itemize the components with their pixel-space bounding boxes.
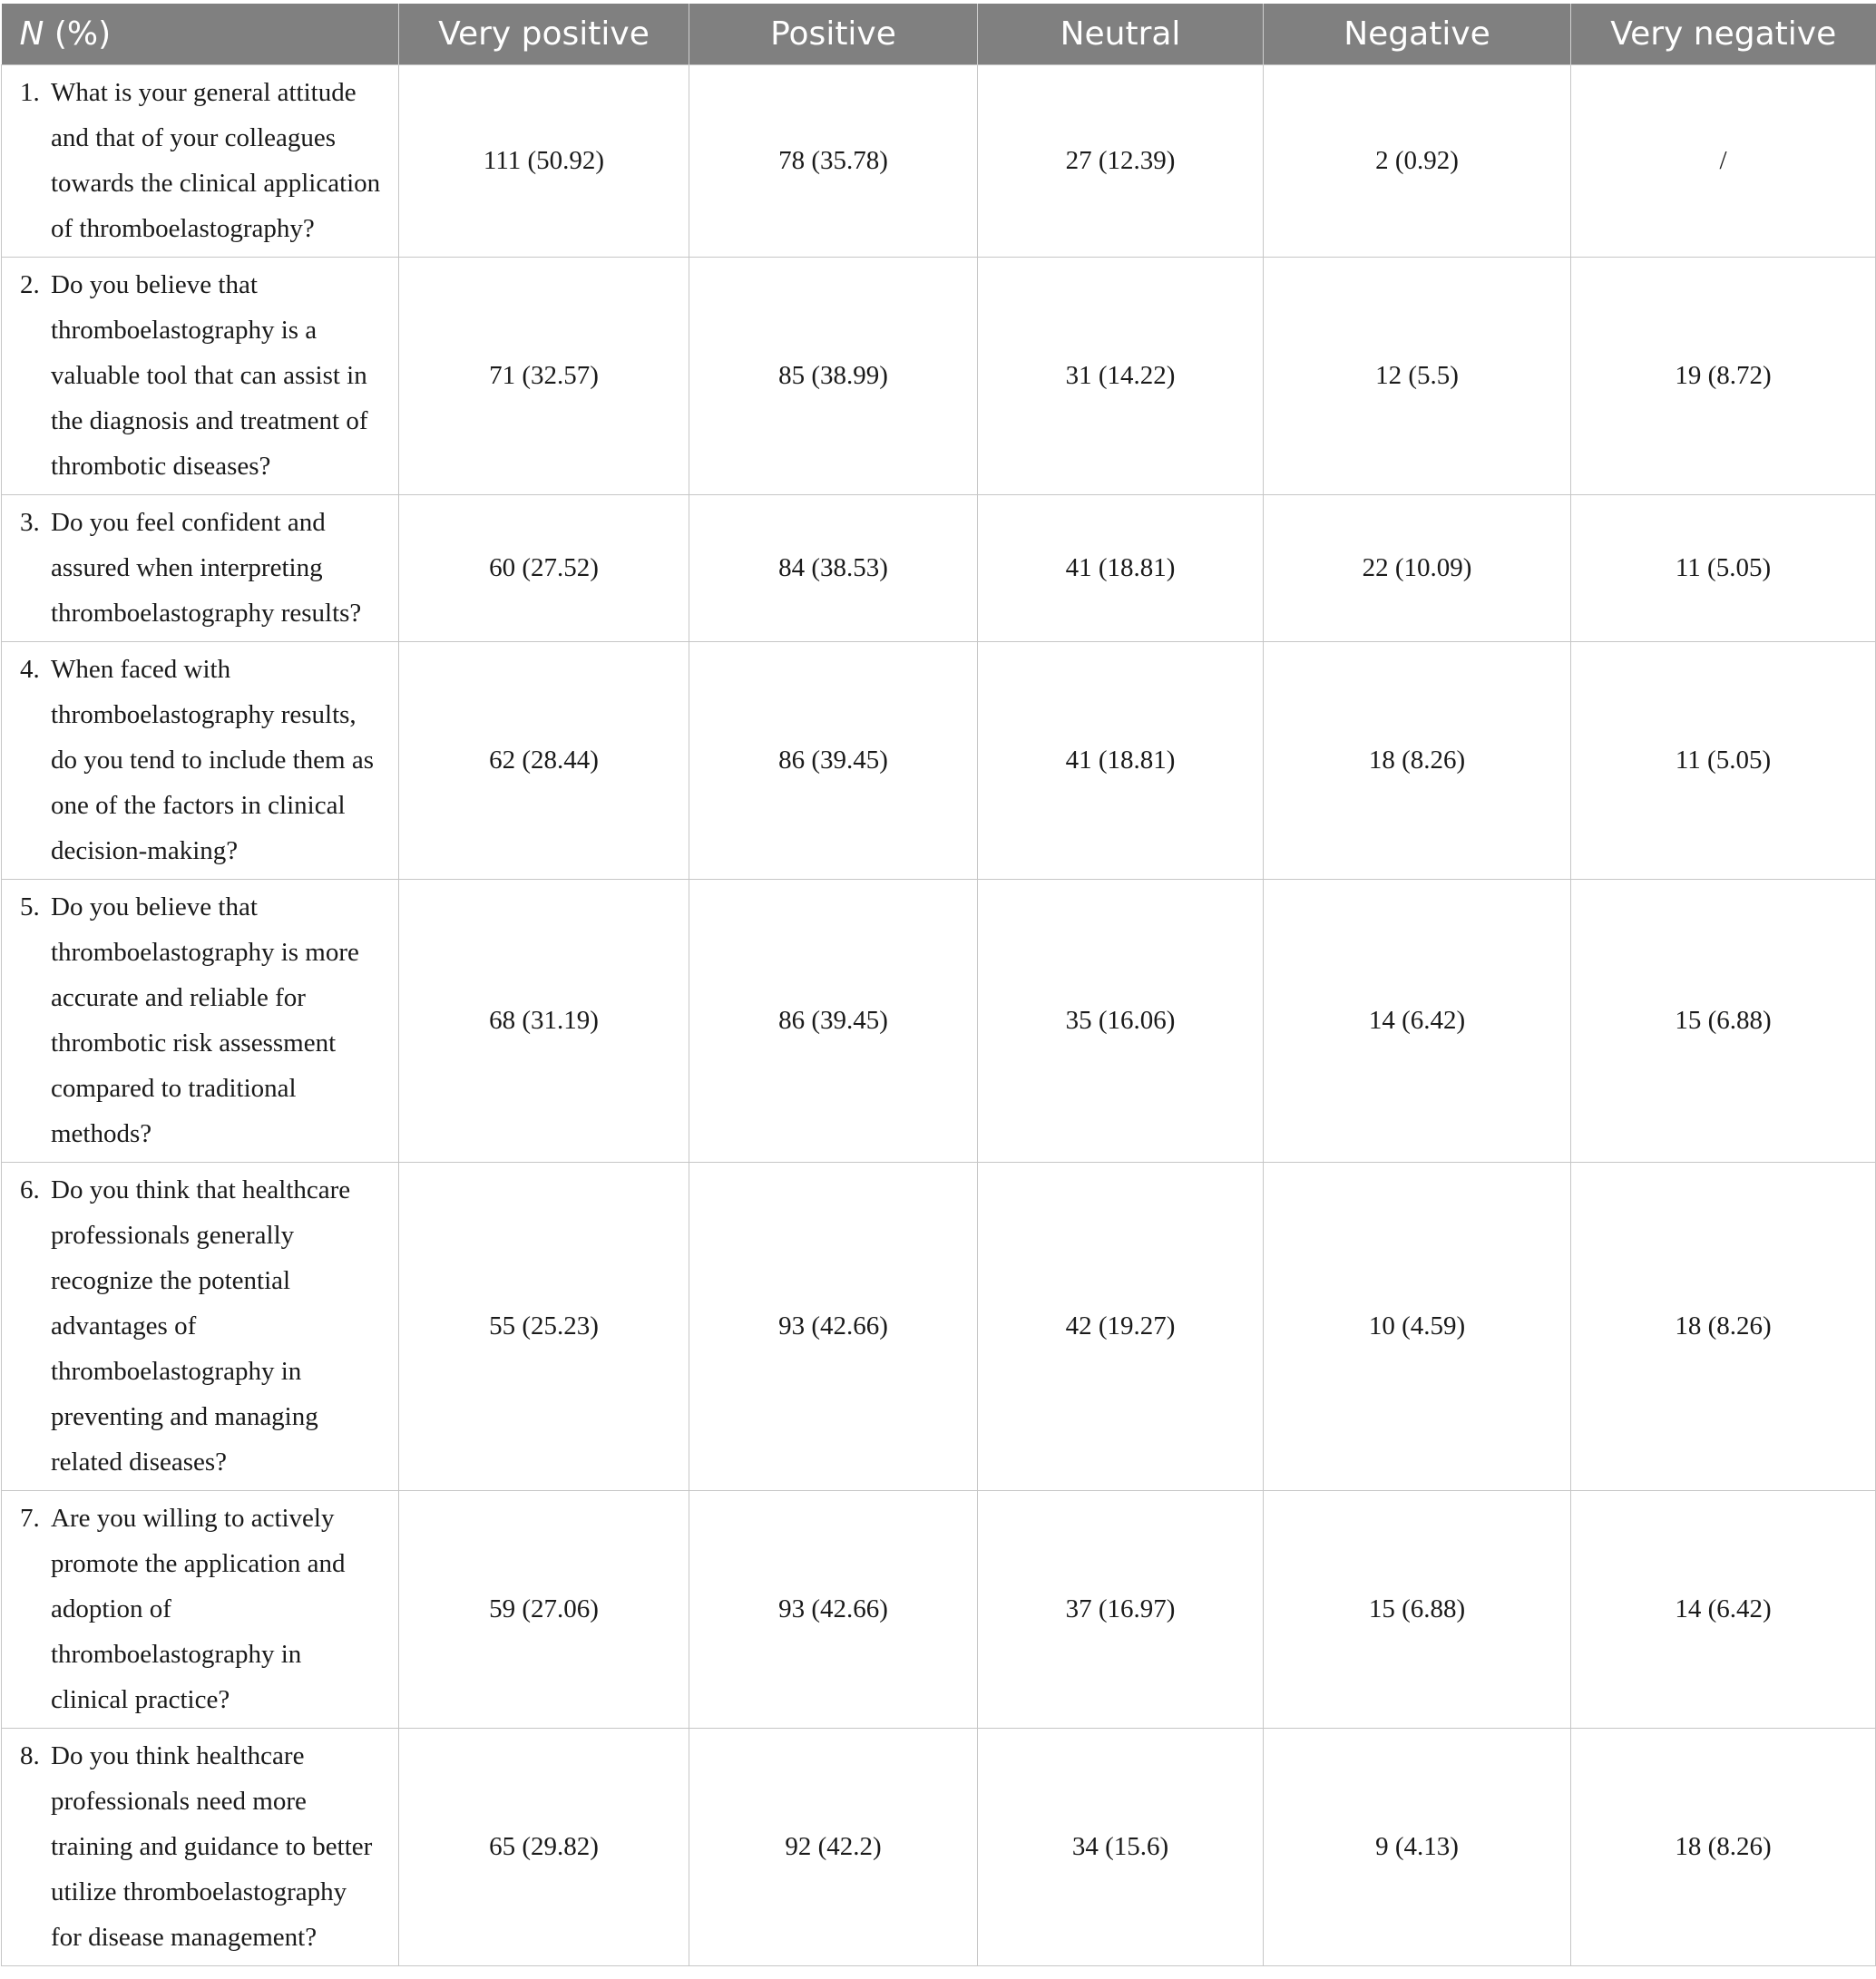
very-negative-cell: 18 (8.26) [1571,1162,1876,1490]
question-text: What is your general attitude and that of your colleagues towards the clinical application of thromboelastography? [51,78,381,243]
neutral-cell: 41 (18.81) [978,641,1264,879]
very-positive-cell: 111 (50.92) [399,64,689,257]
question-text: Do you believe that thromboelastography is more accurate and reliable for thrombotic risk assessment compared to traditional methods? [51,892,359,1148]
positive-cell: 78 (35.78) [689,64,978,257]
very-positive-cell: 68 (31.19) [399,879,689,1162]
table-row [2,879,1876,1162]
question-cell [2,494,399,641]
very-negative-cell: 19 (8.72) [1571,257,1876,494]
very-negative-cell: 18 (8.26) [1571,1728,1876,1965]
negative-cell: 18 (8.26) [1264,641,1571,879]
header-neutral: Neutral [978,4,1264,64]
question-text: Do you think healthcare professionals need more training and guidance to better utilize thromboelastography for disease management? [51,1741,373,1952]
question-cell [2,641,399,879]
very-negative-cell: 11 (5.05) [1571,641,1876,879]
table-body [2,64,1876,1965]
neutral-cell: 41 (18.81) [978,494,1264,641]
question-number: 5. [20,892,40,921]
question-text: Do you feel confident and assured when interpreting thromboelastography results? [51,508,362,628]
neutral-cell: 42 (19.27) [978,1162,1264,1490]
header-n-label: N [19,15,44,53]
question-number: 8. [20,1741,40,1770]
positive-cell: 85 (38.99) [689,257,978,494]
positive-cell: 86 (39.45) [689,641,978,879]
positive-cell: 84 (38.53) [689,494,978,641]
negative-cell: 22 (10.09) [1264,494,1571,641]
header-n-percent [2,4,399,64]
question-text: Are you willing to actively promote the application and adoption of thromboelastography in clinical practice? [51,1504,346,1714]
question-number: 4. [20,655,40,684]
question-text: Do you believe that thromboelastography is a valuable tool that can assist in the diagnosis and treatment of thrombotic diseases? [51,270,368,481]
question-text: Do you think that healthcare professionals generally recognize the potential advantages of thromboelastography in preventing and managing related diseases? [51,1175,351,1477]
negative-cell: 9 (4.13) [1264,1728,1571,1965]
negative-cell: 14 (6.42) [1264,879,1571,1162]
neutral-cell: 37 (16.97) [978,1490,1264,1728]
very-positive-cell: 55 (25.23) [399,1162,689,1490]
question-cell [2,64,399,257]
table-row [2,641,1876,879]
very-positive-cell: 65 (29.82) [399,1728,689,1965]
negative-cell: 2 (0.92) [1264,64,1571,257]
header-negative: Negative [1264,4,1571,64]
question-cell [2,1162,399,1490]
header-row [2,4,1876,64]
very-positive-cell: 59 (27.06) [399,1490,689,1728]
header-n-suffix: (%) [44,15,112,53]
very-positive-cell: 71 (32.57) [399,257,689,494]
neutral-cell: 35 (16.06) [978,879,1264,1162]
very-negative-cell: 14 (6.42) [1571,1490,1876,1728]
positive-cell: 92 (42.2) [689,1728,978,1965]
very-negative-cell: / [1571,64,1876,257]
header-positive: Positive [689,4,978,64]
question-text: When faced with thromboelastography results, do you tend to include them as one of the factors in clinical decision-making? [51,655,374,865]
question-cell [2,1490,399,1728]
neutral-cell: 34 (15.6) [978,1728,1264,1965]
table-header [2,4,1876,64]
question-number: 7. [20,1504,40,1533]
positive-cell: 93 (42.66) [689,1162,978,1490]
table-row [2,64,1876,257]
neutral-cell: 27 (12.39) [978,64,1264,257]
table-row [2,1728,1876,1965]
positive-cell: 93 (42.66) [689,1490,978,1728]
question-cell [2,257,399,494]
very-positive-cell: 62 (28.44) [399,641,689,879]
question-number: 2. [20,270,40,299]
very-negative-cell: 11 (5.05) [1571,494,1876,641]
neutral-cell: 31 (14.22) [978,257,1264,494]
table-row [2,494,1876,641]
very-negative-cell: 15 (6.88) [1571,879,1876,1162]
question-cell [2,1728,399,1965]
header-very-negative: Very negative [1571,4,1876,64]
table-row [2,1490,1876,1728]
positive-cell: 86 (39.45) [689,879,978,1162]
attitude-survey-table [1,4,1876,1966]
very-positive-cell: 60 (27.52) [399,494,689,641]
header-very-positive: Very positive [399,4,689,64]
negative-cell: 15 (6.88) [1264,1490,1571,1728]
question-number: 1. [20,78,40,107]
question-cell [2,879,399,1162]
question-number: 6. [20,1175,40,1204]
question-number: 3. [20,508,40,537]
negative-cell: 12 (5.5) [1264,257,1571,494]
table-row [2,1162,1876,1490]
negative-cell: 10 (4.59) [1264,1162,1571,1490]
table-row [2,257,1876,494]
